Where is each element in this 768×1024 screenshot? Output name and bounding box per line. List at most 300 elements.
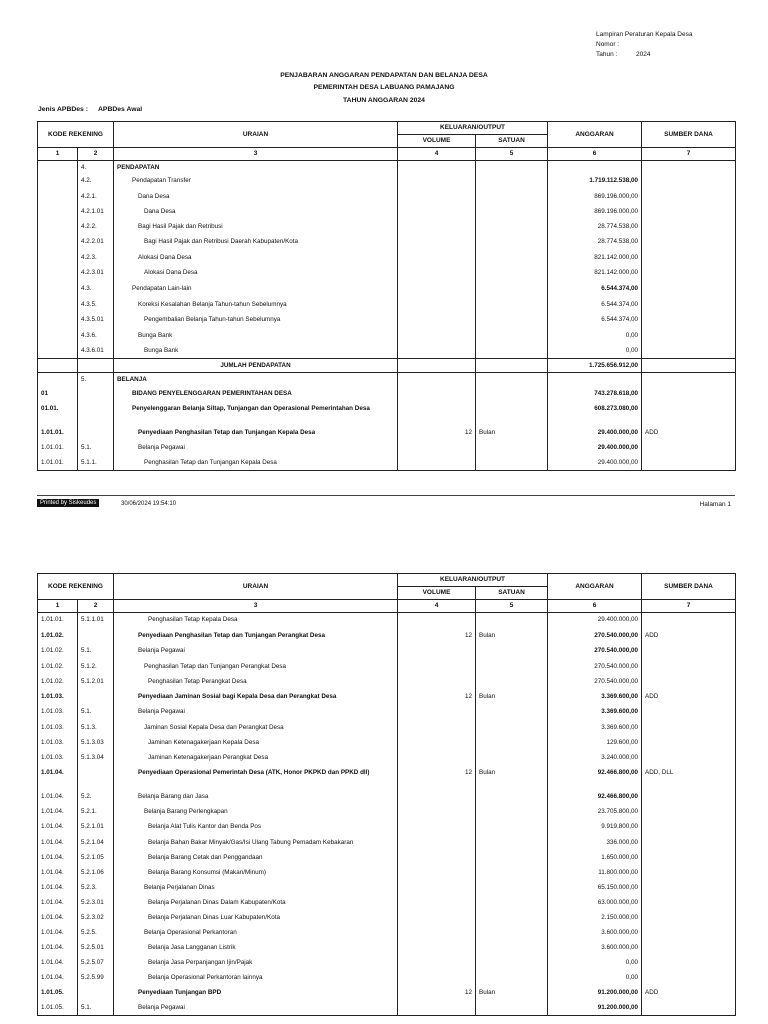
anggaran-cell: 608.273.080,00 xyxy=(548,402,642,426)
header-num: 5 xyxy=(476,600,548,613)
volume-cell xyxy=(398,190,476,205)
anggaran-cell: 6.544.374,00 xyxy=(548,282,642,298)
table-row xyxy=(38,971,736,986)
satuan-cell xyxy=(476,721,548,736)
volume-cell xyxy=(398,805,476,820)
kode-rekening-cell: 5.2.5.07 xyxy=(78,956,114,971)
table-row xyxy=(38,766,736,790)
uraian-cell: Belanja Jasa Perpanjangan Ijin/Pajak xyxy=(114,956,398,971)
table-row xyxy=(38,805,736,820)
table-row xyxy=(38,851,736,866)
table-row xyxy=(38,896,736,911)
sumber-dana-cell: ADD xyxy=(642,629,736,644)
volume-cell xyxy=(398,235,476,251)
kode-rekening-cell: 5.2.1.06 xyxy=(78,866,114,881)
kode-rekening-cell xyxy=(78,402,114,426)
kode-bidang-cell: 1.01.04. xyxy=(38,956,78,971)
header-num: 1 xyxy=(38,148,78,161)
table-row xyxy=(38,161,736,174)
kode-bidang-cell: 1.01.04. xyxy=(38,851,78,866)
kode-bidang-cell: 1.01.02. xyxy=(38,660,78,675)
header-num: 7 xyxy=(642,148,736,161)
volume-cell xyxy=(398,721,476,736)
header-kode-rekening: KODE REKENING xyxy=(38,122,114,148)
satuan-cell xyxy=(476,736,548,751)
sumber-dana-cell xyxy=(642,881,736,896)
sumber-dana-cell xyxy=(642,736,736,751)
kode-bidang-cell: 1.01.03. xyxy=(38,690,78,705)
uraian-cell: Belanja Operasional Perkantoran lainnya xyxy=(114,971,398,986)
anggaran-cell: 3.240.000,00 xyxy=(548,751,642,766)
total-pendapatan-label: JUMLAH PENDAPATAN xyxy=(114,359,398,373)
anggaran-cell: 821.142.000,00 xyxy=(548,251,642,266)
report-subtitle-year: TAHUN ANGGARAN 2024 xyxy=(343,97,425,104)
header-volume: VOLUME xyxy=(398,587,476,600)
sumber-dana-cell xyxy=(642,298,736,313)
kode-bidang-cell xyxy=(38,174,78,190)
table-row xyxy=(38,282,736,298)
anggaran-cell: 3.369.600,00 xyxy=(548,721,642,736)
uraian-cell: BIDANG PENYELENGGARAN PEMERINTAHAN DESA xyxy=(114,387,398,402)
anggaran-cell: 3.600.000,00 xyxy=(548,941,642,956)
sumber-dana-cell xyxy=(642,161,736,174)
satuan-cell xyxy=(476,251,548,266)
sumber-dana-cell xyxy=(642,790,736,805)
lampiran-title: Lampiran Peraturan Kepala Desa xyxy=(596,31,693,38)
table-row xyxy=(38,986,736,1001)
satuan-cell xyxy=(476,790,548,805)
kode-rekening-cell: 5.2. xyxy=(78,790,114,805)
volume-cell xyxy=(398,660,476,675)
kode-bidang-cell: 1.01.04. xyxy=(38,766,78,790)
kode-rekening-cell: 5.1. xyxy=(78,644,114,660)
uraian-cell: Jaminan Ketenagakerjaan Perangkat Desa xyxy=(114,751,398,766)
anggaran-cell: 0,00 xyxy=(548,344,642,359)
kode-bidang-cell xyxy=(38,235,78,251)
satuan-cell: Bulan xyxy=(476,766,548,790)
uraian-cell: Dana Desa xyxy=(114,190,398,205)
header-num: 4 xyxy=(398,600,476,613)
anggaran-cell: 2.150.000,00 xyxy=(548,911,642,926)
kode-bidang-cell xyxy=(38,313,78,329)
volume-cell xyxy=(398,161,476,174)
satuan-cell xyxy=(476,220,548,235)
kode-rekening-cell xyxy=(78,986,114,1001)
satuan-cell xyxy=(476,373,548,387)
table-row xyxy=(38,329,736,344)
volume-cell: 12 xyxy=(398,629,476,644)
total-pendapatan-value: 1.725.656.912,00 xyxy=(548,359,642,373)
kode-bidang-cell xyxy=(38,373,78,387)
uraian-cell: Belanja Pegawai xyxy=(114,441,398,456)
kode-bidang-cell: 1.01.02. xyxy=(38,675,78,690)
volume-cell xyxy=(398,866,476,881)
header-num: 4 xyxy=(398,148,476,161)
volume-cell: 12 xyxy=(398,690,476,705)
uraian-cell: Bagi Hasil Pajak dan Retribusi Daerah Kabupaten/Kota xyxy=(114,235,398,251)
nomor-value xyxy=(634,40,636,50)
kode-bidang-cell xyxy=(38,190,78,205)
volume-cell xyxy=(398,441,476,456)
sumber-dana-cell xyxy=(642,971,736,986)
anggaran-cell xyxy=(548,373,642,387)
kode-bidang-cell: 1.01.01. xyxy=(38,613,78,629)
volume-cell xyxy=(398,402,476,426)
kode-bidang-cell: 1.01.05. xyxy=(38,986,78,1001)
table-row xyxy=(38,441,736,456)
kode-rekening-cell: 5.1.3.04 xyxy=(78,751,114,766)
jenis-value: APBDes Awal xyxy=(98,106,143,113)
volume-cell xyxy=(398,911,476,926)
kode-bidang-cell: 1.01.02. xyxy=(38,629,78,644)
printed-date: 30/06/2024 19:54:10 xyxy=(121,501,177,507)
satuan-cell xyxy=(476,190,548,205)
kode-bidang-cell: 1.01.04. xyxy=(38,881,78,896)
kode-bidang-cell xyxy=(38,344,78,359)
header-num: 2 xyxy=(78,600,114,613)
kode-rekening-cell: 4.2.1.01 xyxy=(78,205,114,220)
satuan-cell xyxy=(476,751,548,766)
header-satuan: SATUAN xyxy=(476,587,548,600)
kode-bidang-cell: 1.01.04. xyxy=(38,820,78,836)
header-num: 5 xyxy=(476,148,548,161)
uraian-cell: Alokasi Dana Desa xyxy=(114,266,398,282)
kode-bidang-cell: 1.01.04. xyxy=(38,896,78,911)
volume-cell xyxy=(398,705,476,721)
sumber-dana-cell xyxy=(642,456,736,471)
kode-bidang-cell: 1.01.04. xyxy=(38,941,78,956)
table-row xyxy=(38,298,736,313)
kode-bidang-cell: 1.01.01. xyxy=(38,441,78,456)
sumber-dana-cell xyxy=(642,705,736,721)
uraian-cell: Jaminan Ketenagakerjaan Kepala Desa xyxy=(114,736,398,751)
anggaran-cell: 336.000,00 xyxy=(548,836,642,851)
kode-rekening-cell: 5.2.3.01 xyxy=(78,896,114,911)
sumber-dana-cell: ADD xyxy=(642,426,736,441)
volume-cell xyxy=(398,675,476,690)
satuan-cell xyxy=(476,644,548,660)
kode-rekening-cell: 5.2.1.04 xyxy=(78,836,114,851)
kode-bidang-cell: 1.01.01. xyxy=(38,456,78,471)
anggaran-cell: 92.466.800,00 xyxy=(548,790,642,805)
header-anggaran: ANGGARAN xyxy=(548,574,642,600)
satuan-cell: Bulan xyxy=(476,426,548,441)
volume-cell xyxy=(398,1001,476,1016)
uraian-cell: Belanja Bahan Bakar Minyak/Gas/Isi Ulang Tabung Pemadam Kebakaran xyxy=(114,836,398,851)
kode-rekening-cell: 5.1. xyxy=(78,1001,114,1016)
kode-rekening-cell: 4.3.5. xyxy=(78,298,114,313)
sumber-dana-cell: ADD, DLL xyxy=(642,766,736,790)
volume-cell: 12 xyxy=(398,426,476,441)
sumber-dana-cell xyxy=(642,926,736,941)
kode-rekening-cell: 5.1.3. xyxy=(78,721,114,736)
uraian-cell: Penyediaan Tunjangan BPD xyxy=(114,986,398,1001)
anggaran-cell: 29.400.000,00 xyxy=(548,613,642,629)
uraian-cell: PENDAPATAN xyxy=(114,161,398,174)
volume-cell: 12 xyxy=(398,986,476,1001)
table-row xyxy=(38,344,736,359)
kode-bidang-cell xyxy=(38,298,78,313)
satuan-cell xyxy=(476,282,548,298)
tahun-label: Tahun : xyxy=(596,51,618,58)
volume-cell xyxy=(398,836,476,851)
table-row xyxy=(38,313,736,329)
uraian-cell: Belanja Pegawai xyxy=(114,644,398,660)
satuan-cell xyxy=(476,161,548,174)
uraian-cell: Penyediaan Jaminan Sosial bagi Kepala Desa dan Perangkat Desa xyxy=(114,690,398,705)
table-row xyxy=(38,266,736,282)
volume-cell: 12 xyxy=(398,766,476,790)
anggaran-cell: 0,00 xyxy=(548,329,642,344)
kode-rekening-cell: 5.2.1. xyxy=(78,805,114,820)
anggaran-cell: 11.800.000,00 xyxy=(548,866,642,881)
volume-cell xyxy=(398,313,476,329)
kode-rekening-cell: 4.3.6.01 xyxy=(78,344,114,359)
table-row xyxy=(38,820,736,836)
anggaran-cell: 743.278.618,00 xyxy=(548,387,642,402)
kode-rekening-cell: 5.2.3.02 xyxy=(78,911,114,926)
anggaran-cell: 3.369.600,00 xyxy=(548,690,642,705)
satuan-cell xyxy=(476,313,548,329)
satuan-cell xyxy=(476,851,548,866)
uraian-cell: Belanja Alat Tulis Kantor dan Benda Pos xyxy=(114,820,398,836)
kode-bidang-cell: 1.01.04. xyxy=(38,926,78,941)
sumber-dana-cell xyxy=(642,205,736,220)
satuan-cell xyxy=(476,675,548,690)
table-row xyxy=(38,426,736,441)
sumber-dana-cell xyxy=(642,329,736,344)
satuan-cell xyxy=(476,441,548,456)
kode-rekening-cell: 4.2.2.01 xyxy=(78,235,114,251)
sumber-dana-cell xyxy=(642,344,736,359)
uraian-cell: Belanja Operasional Perkantoran xyxy=(114,926,398,941)
kode-bidang-cell xyxy=(38,205,78,220)
header-sumber-dana: SUMBER DANA xyxy=(642,574,736,600)
uraian-cell: Belanja Perjalanan Dinas xyxy=(114,881,398,896)
uraian-cell: Jaminan Sosial Kepala Desa dan Perangkat Desa xyxy=(114,721,398,736)
table-row xyxy=(38,644,736,660)
sumber-dana-cell: ADD xyxy=(642,986,736,1001)
page-gap xyxy=(0,520,768,540)
printed-by-badge: Printed by Siskeudes xyxy=(37,499,99,507)
header-num: 3 xyxy=(114,600,398,613)
header-uraian: URAIAN xyxy=(114,122,398,148)
satuan-cell xyxy=(476,344,548,359)
anggaran-cell: 28.774.538,00 xyxy=(548,220,642,235)
kode-rekening-cell: 4.3. xyxy=(78,282,114,298)
anggaran-cell: 6.544.374,00 xyxy=(548,298,642,313)
sumber-dana-cell xyxy=(642,235,736,251)
table-row xyxy=(38,373,736,387)
uraian-cell: Bunga Bank xyxy=(114,344,398,359)
sumber-dana-cell xyxy=(642,836,736,851)
sumber-dana-cell xyxy=(642,751,736,766)
kode-bidang-cell xyxy=(38,282,78,298)
table-row xyxy=(38,751,736,766)
satuan-cell xyxy=(476,866,548,881)
satuan-cell xyxy=(476,329,548,344)
kode-rekening-cell: 4.2.3.01 xyxy=(78,266,114,282)
sumber-dana-cell xyxy=(642,251,736,266)
sumber-dana-cell xyxy=(642,220,736,235)
sumber-dana-cell xyxy=(642,660,736,675)
sumber-dana-cell xyxy=(642,402,736,426)
lampiran-block xyxy=(596,30,692,60)
sumber-dana-cell xyxy=(642,387,736,402)
satuan-cell xyxy=(476,613,548,629)
uraian-cell: Penghasilan Tetap Perangkat Desa xyxy=(114,675,398,690)
sumber-dana-cell xyxy=(642,956,736,971)
anggaran-cell: 23.705.800,00 xyxy=(548,805,642,820)
table-row xyxy=(38,220,736,235)
volume-cell xyxy=(398,736,476,751)
kode-rekening-cell: 5.2.5.99 xyxy=(78,971,114,986)
footer-divider xyxy=(37,495,735,496)
volume-cell xyxy=(398,220,476,235)
sumber-dana-cell xyxy=(642,896,736,911)
volume-cell xyxy=(398,387,476,402)
anggaran-cell: 91.200.000,00 xyxy=(548,1001,642,1016)
volume-cell xyxy=(398,344,476,359)
uraian-cell: Dana Desa xyxy=(114,205,398,220)
kode-rekening-cell xyxy=(78,426,114,441)
uraian-cell: Penyelenggaran Belanja Siltap, Tunjangan dan Operasional Pemerintahan Desa xyxy=(114,402,398,426)
satuan-cell: Bulan xyxy=(476,629,548,644)
uraian-cell: Alokasi Dana Desa xyxy=(114,251,398,266)
kode-bidang-cell: 1.01.03. xyxy=(38,721,78,736)
uraian-cell: Belanja Barang dan Jasa xyxy=(114,790,398,805)
kode-rekening-cell: 5.1.1. xyxy=(78,456,114,471)
sumber-dana-cell: ADD xyxy=(642,690,736,705)
anggaran-cell: 270.540.000,00 xyxy=(548,629,642,644)
kode-bidang-cell: 1.01.04. xyxy=(38,805,78,820)
anggaran-cell: 1.650.000,00 xyxy=(548,851,642,866)
volume-cell xyxy=(398,613,476,629)
satuan-cell xyxy=(476,881,548,896)
sumber-dana-cell xyxy=(642,721,736,736)
volume-cell xyxy=(398,266,476,282)
table-row xyxy=(38,205,736,220)
sumber-dana-cell xyxy=(642,373,736,387)
sumber-dana-cell xyxy=(642,911,736,926)
table-row xyxy=(38,866,736,881)
kode-bidang-cell: 1.01.02. xyxy=(38,644,78,660)
table-row xyxy=(38,235,736,251)
kode-rekening-cell: 5.2.3. xyxy=(78,881,114,896)
satuan-cell xyxy=(476,941,548,956)
sumber-dana-cell xyxy=(642,266,736,282)
uraian-cell: Belanja Barang Perlengkapan xyxy=(114,805,398,820)
uraian-cell: Pendapatan Transfer xyxy=(114,174,398,190)
kode-rekening-cell: 5.2.1.05 xyxy=(78,851,114,866)
anggaran-cell: 3.600.000,00 xyxy=(548,926,642,941)
sumber-dana-cell xyxy=(642,613,736,629)
uraian-cell: Bagi Hasil Pajak dan Retribusi xyxy=(114,220,398,235)
volume-cell xyxy=(398,881,476,896)
kode-rekening-cell: 4.2.3. xyxy=(78,251,114,266)
kode-bidang-cell: 1.01.03. xyxy=(38,751,78,766)
kode-bidang-cell: 1.01.01. xyxy=(38,426,78,441)
uraian-cell: Belanja Pegawai xyxy=(114,1001,398,1016)
table-row xyxy=(38,705,736,721)
kode-rekening-cell xyxy=(78,629,114,644)
satuan-cell xyxy=(476,911,548,926)
kode-bidang-cell: 1.01.03. xyxy=(38,705,78,721)
volume-cell xyxy=(398,751,476,766)
sumber-dana-cell xyxy=(642,866,736,881)
satuan-cell xyxy=(476,298,548,313)
kode-bidang-cell: 01.01. xyxy=(38,402,78,426)
anggaran-cell: 29.400.000,00 xyxy=(548,456,642,471)
satuan-cell xyxy=(476,896,548,911)
kode-rekening-cell: 5.2.5. xyxy=(78,926,114,941)
header-num: 3 xyxy=(114,148,398,161)
header-satuan: SATUAN xyxy=(476,135,548,148)
uraian-cell: BELANJA xyxy=(114,373,398,387)
kode-rekening-cell xyxy=(78,766,114,790)
satuan-cell xyxy=(476,820,548,836)
kode-rekening-cell: 4.2.2. xyxy=(78,220,114,235)
kode-rekening-cell: 4.2. xyxy=(78,174,114,190)
kode-bidang-cell: 01 xyxy=(38,387,78,402)
budget-table-page-2 xyxy=(37,573,736,1016)
satuan-cell xyxy=(476,456,548,471)
satuan-cell: Bulan xyxy=(476,690,548,705)
table-row xyxy=(38,956,736,971)
kode-rekening-cell: 5.1.3.03 xyxy=(78,736,114,751)
table-row xyxy=(38,941,736,956)
anggaran-cell: 0,00 xyxy=(548,956,642,971)
sumber-dana-cell xyxy=(642,941,736,956)
table-row xyxy=(38,675,736,690)
volume-cell xyxy=(398,820,476,836)
kode-rekening-cell: 5.2.1.01 xyxy=(78,820,114,836)
anggaran-cell xyxy=(548,161,642,174)
header-num: 6 xyxy=(548,600,642,613)
header-kode-rekening: KODE REKENING xyxy=(38,574,114,600)
anggaran-cell: 6.544.374,00 xyxy=(548,313,642,329)
kode-rekening-cell: 5.1.2. xyxy=(78,660,114,675)
kode-bidang-cell xyxy=(38,329,78,344)
volume-cell xyxy=(398,251,476,266)
uraian-cell: Belanja Jasa Langganan Listrik xyxy=(114,941,398,956)
sumber-dana-cell xyxy=(642,190,736,205)
satuan-cell xyxy=(476,1001,548,1016)
kode-rekening-cell: 4.2.1. xyxy=(78,190,114,205)
jenis-apbdes xyxy=(38,106,142,113)
uraian-cell: Penyediaan Penghasilan Tetap dan Tunjangan Perangkat Desa xyxy=(114,629,398,644)
kode-rekening-cell: 5.1.2.01 xyxy=(78,675,114,690)
header-uraian: URAIAN xyxy=(114,574,398,600)
table-row xyxy=(38,402,736,426)
sumber-dana-cell xyxy=(642,441,736,456)
satuan-cell xyxy=(476,805,548,820)
anggaran-cell: 0,00 xyxy=(548,971,642,986)
kode-bidang-cell: 1.01.04. xyxy=(38,971,78,986)
header-sumber-dana: SUMBER DANA xyxy=(642,122,736,148)
uraian-cell: Belanja Barang Konsumsi (Makan/Minum) xyxy=(114,866,398,881)
header-keluaran: KELUARAN/OUTPUT xyxy=(398,122,548,135)
volume-cell xyxy=(398,282,476,298)
uraian-cell: Penghasilan Tetap dan Tunjangan Kepala Desa xyxy=(114,456,398,471)
volume-cell xyxy=(398,790,476,805)
kode-rekening-cell: 5.1.1.01 xyxy=(78,613,114,629)
satuan-cell xyxy=(476,836,548,851)
sumber-dana-cell xyxy=(642,644,736,660)
satuan-cell xyxy=(476,387,548,402)
sumber-dana-cell xyxy=(642,820,736,836)
anggaran-cell: 3.369.600,00 xyxy=(548,705,642,721)
